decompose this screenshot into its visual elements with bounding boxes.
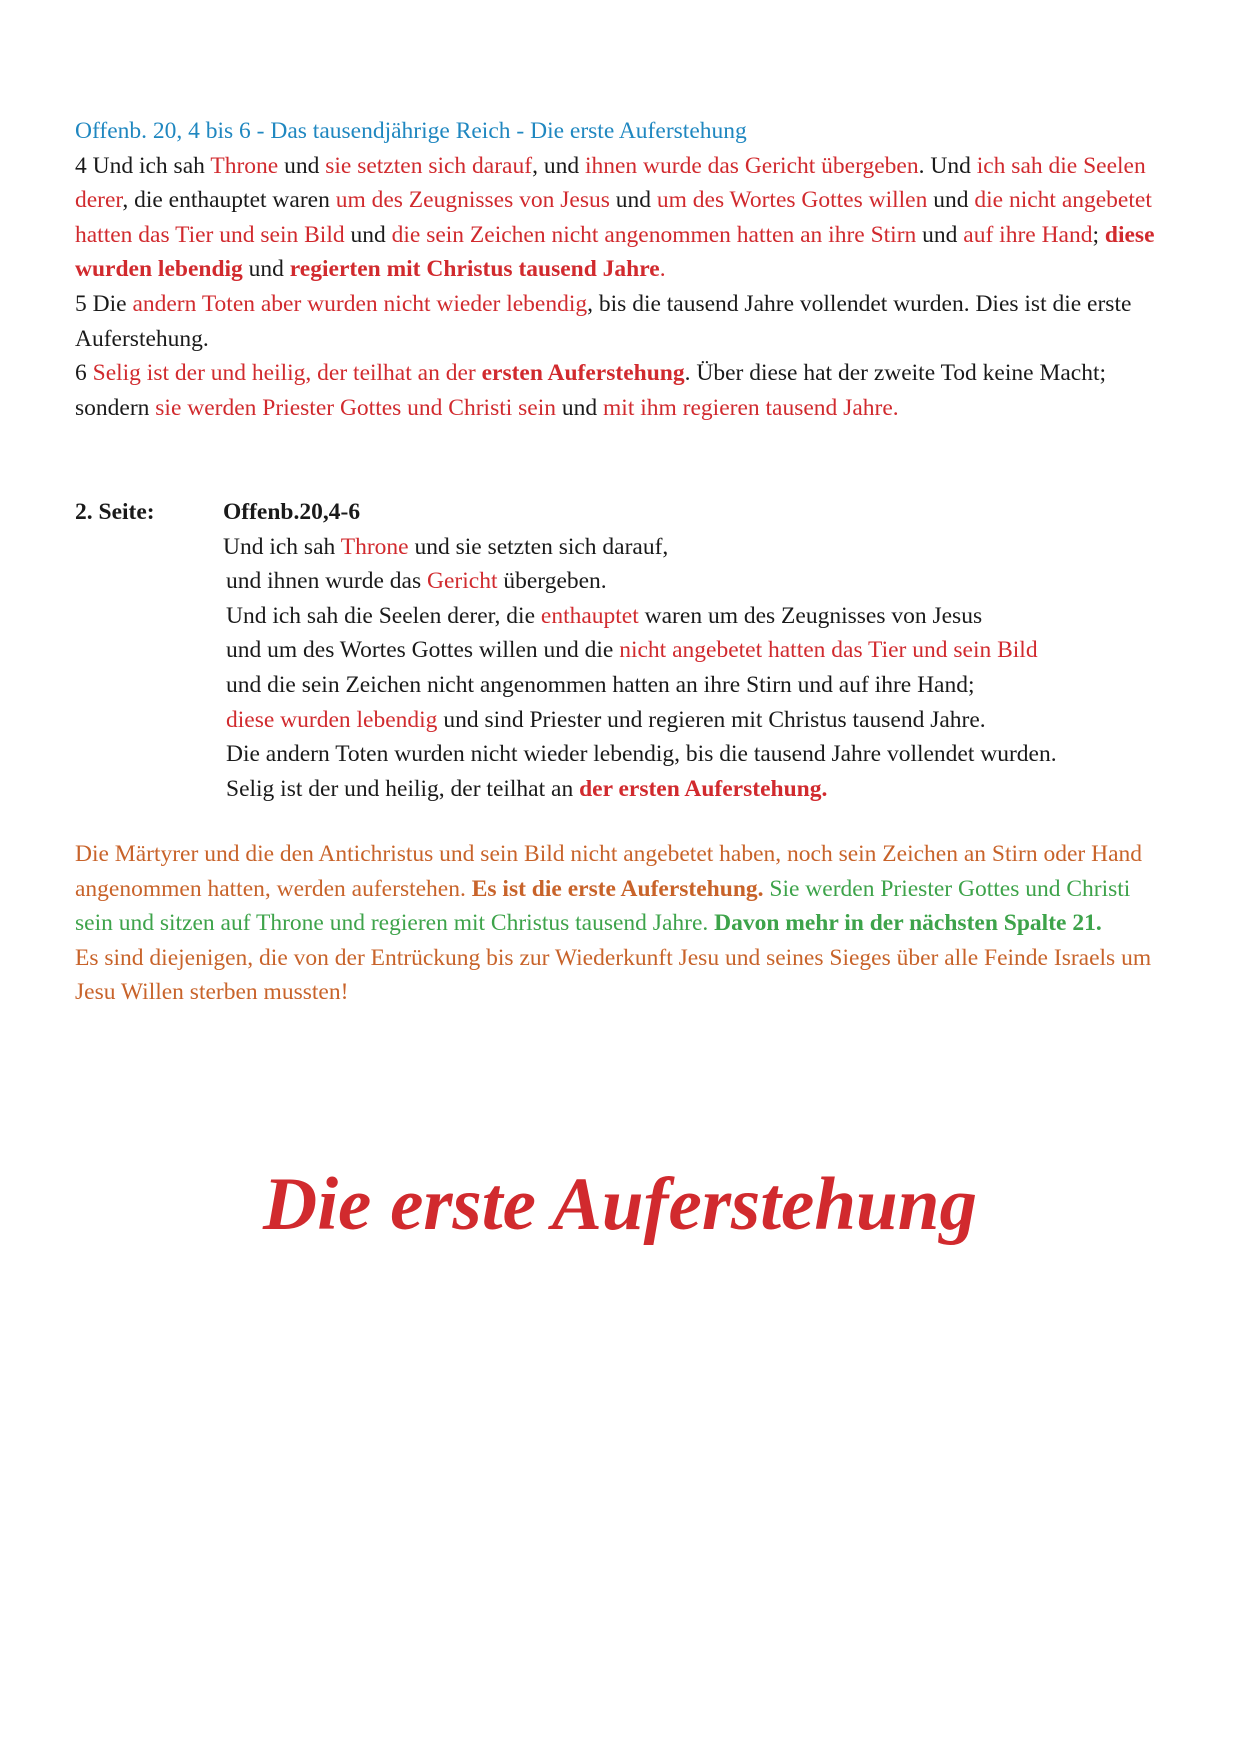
- text-run: Die andern Toten wurden nicht wieder lebendig, bis die tausend Jahre vollendet wurden.: [226, 741, 1057, 768]
- text-run: und ihnen wurde das: [226, 568, 428, 595]
- text-run: ich sah die Seelen derer: [75, 152, 1146, 214]
- text-run: und: [609, 187, 657, 214]
- text-run: und: [916, 221, 964, 248]
- verse-line: [75, 737, 1165, 772]
- text-run: Throne: [340, 533, 409, 560]
- paragraph: [75, 287, 1165, 356]
- text-run: und: [344, 221, 392, 248]
- text-run: regierten mit Christus tausend Jahre: [289, 256, 660, 283]
- text-run: , und: [532, 152, 585, 179]
- text-run: sie werden Priester Gottes und Christi sein: [155, 394, 557, 421]
- section2-label: 2. Seite:: [75, 499, 155, 525]
- verse-line: [75, 530, 1165, 565]
- text-run: 4 Und ich sah: [75, 152, 211, 179]
- paragraph: [75, 356, 1165, 425]
- verse-line-text: [226, 564, 607, 599]
- verse-line: [75, 599, 1165, 634]
- paragraph: [75, 941, 1170, 1010]
- section2-lines: [75, 530, 1165, 807]
- section-revelation-text: [75, 114, 1165, 425]
- text-run: diese wurden lebendig: [226, 706, 438, 733]
- verse-line-text: [226, 599, 982, 634]
- text-run: um des Wortes Gottes willen: [656, 187, 928, 214]
- verse-line-text: [226, 668, 975, 703]
- verse-line: [75, 633, 1165, 668]
- text-run: . Und: [918, 152, 977, 179]
- text-run: sie setzten sich darauf: [325, 152, 533, 179]
- verse-line-text: [226, 737, 1057, 772]
- text-run: Und ich sah die Seelen derer, die: [226, 602, 541, 629]
- text-run: Die Märtyrer und die den Antichristus und sein Bild nicht angebetet haben, noch sein Zeichen an Stirn oder Hand angenommen hatten, werden auferstehen.: [75, 841, 1143, 902]
- verse-line: [75, 564, 1165, 599]
- paragraph: [75, 837, 1170, 941]
- text-run: die sein Zeichen nicht angenommen hatten an ihre Stirn: [391, 221, 917, 248]
- text-run: und: [278, 152, 326, 179]
- text-run: und: [242, 256, 290, 283]
- text-run: auf ihre Hand: [963, 221, 1093, 248]
- verse-line-text: [223, 530, 668, 565]
- text-run: um des Zeugnisses von Jesus: [335, 187, 610, 214]
- text-run: 5 Die: [75, 290, 133, 317]
- section1-paragraphs: [75, 149, 1165, 426]
- verse-line: [75, 772, 1165, 807]
- text-run: andern Toten aber wurden nicht wieder lebendig: [132, 290, 588, 317]
- section-page-two: [75, 495, 1165, 806]
- verse-line-text: [226, 703, 986, 738]
- text-run: Throne: [210, 152, 279, 179]
- text-run: waren um des Zeugnisses von Jesus: [638, 602, 983, 629]
- text-run: Und ich sah: [223, 533, 341, 560]
- text-run: ;: [1092, 221, 1105, 248]
- text-run: . Über diese hat der zweite Tod keine Macht; sondern: [75, 360, 1107, 421]
- text-run: , bis die tausend Jahre vollendet wurden. Dies ist die erste Auferstehung.: [75, 290, 1132, 352]
- text-run: diese wurden lebendig: [75, 221, 1155, 283]
- section3-paragraphs: [75, 837, 1170, 1010]
- verse-line: [75, 703, 1165, 738]
- text-run: ihnen wurde das Gericht übergeben: [584, 152, 919, 179]
- paragraph: [75, 149, 1165, 287]
- text-run: und: [927, 187, 975, 214]
- text-run: Es ist die erste Auferstehung.: [471, 875, 764, 902]
- text-run: enthauptet: [540, 602, 639, 629]
- text-run: Gericht: [427, 568, 498, 595]
- section1-heading: Offenb. 20, 4 bis 6 - Das tausendjährige Reich - Die erste Auferstehung: [75, 118, 747, 144]
- section2-header-row: [75, 495, 1165, 530]
- text-run: .: [659, 256, 666, 283]
- text-run: der ersten Auferstehung.: [579, 775, 828, 802]
- text-run: und um des Wortes Gottes willen und die: [226, 637, 620, 664]
- verse-line-text: [226, 772, 827, 807]
- text-run: und sie setzten sich darauf,: [408, 533, 669, 560]
- text-run: Davon mehr in der nächsten Spalte 21.: [714, 910, 1102, 937]
- text-run: ersten Auferstehung: [481, 360, 685, 387]
- verse-line: [75, 668, 1165, 703]
- text-run: nicht angebetet hatten das Tier und sein Bild: [619, 637, 1038, 664]
- text-run: übergeben.: [497, 568, 607, 595]
- text-run: 6: [75, 360, 93, 387]
- big-title: Die erste Auferstehung: [263, 1163, 977, 1246]
- text-run: , die enthauptet waren: [122, 187, 336, 214]
- section-commentary: [75, 837, 1170, 1010]
- text-run: Selig ist der und heilig, der teilhat an: [226, 775, 580, 802]
- text-run: und die sein Zeichen nicht angenommen hatten an ihre Stirn und auf ihre Hand;: [226, 671, 975, 698]
- verse-line-text: [226, 633, 1038, 668]
- text-run: Selig ist der und heilig, der teilhat an der: [92, 360, 482, 387]
- text-run: Es sind diejenigen, die von der Entrückung bis zur Wiederkunft Jesu und seines Sieges über alle Feinde Israels um Jesu Willen sterben mussten!: [75, 944, 1152, 1006]
- text-run: und: [556, 394, 604, 421]
- text-run: mit ihm regieren tausend Jahre.: [603, 394, 899, 421]
- section2-heading: Offenb.20,4-6: [223, 499, 361, 525]
- text-run: die nicht angebetet hatten das Tier und sein Bild: [75, 187, 1152, 248]
- text-run: und sind Priester und regieren mit Christus tausend Jahre.: [437, 706, 986, 733]
- text-run: Sie werden Priester Gottes und Christi sein und sitzen auf Throne und regieren mit Christus tausend Jahre.: [75, 875, 1131, 937]
